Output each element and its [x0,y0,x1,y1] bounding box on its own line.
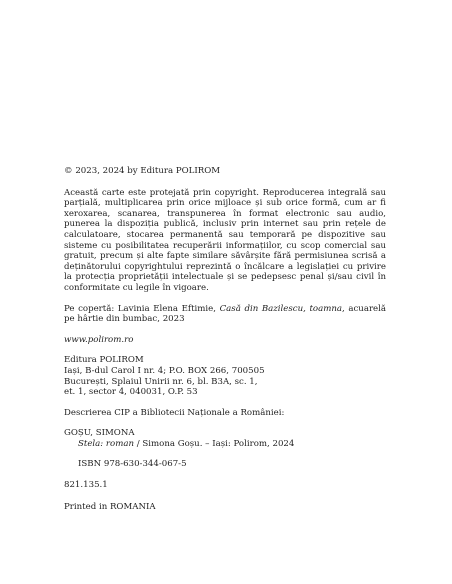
publisher-address-bucuresti-1: București, Splaiul Unirii nr. 6, bl. B3A, sc. 1, [64,376,258,387]
publisher-address-bucuresti-2: et. 1, sector 4, 040031, O.P. 53 [64,387,198,398]
publisher-address-iasi: Iași, B-dul Carol I nr. 4; P.O. BOX 266, 700505 [64,365,265,376]
copyright-page [64,166,386,512]
publisher-block [64,355,386,397]
cip-book-title: Stela: roman [78,438,135,449]
website-url[interactable]: www.polirom.ro [64,334,134,345]
cover-credit-prefix: Pe copertă: Lavinia Elena Eftimie, [64,303,220,314]
cip-author: GOȘU, SIMONA [64,428,135,439]
copyright-line: © 2023, 2024 by Editura POLIROM [64,166,221,176]
website-link[interactable] [64,335,386,346]
cip-isbn: ISBN 978-630-344-067-5 [78,459,187,470]
cip-heading: Descrierea CIP a Bibliotecii Naționale a României: [64,407,285,418]
cover-credit-suffix: , acuarelă pe hârtie din bumbac, 2023 [64,303,387,325]
cover-credit [64,304,386,325]
legal-notice: Această carte este protejată prin copyright. Reproducerea integrală sau parțială, multiplicarea prin orice mijloace și sub orice formă, cum ar fi xeroxarea, scanarea, transpunerea în format electronic sau audio, punerea la dispoziția publică, inclusiv prin internet sau prin rețele de calculatoare, stocarea permanentă sau temporară pe dispozitive sau sisteme cu posibilitatea recuperării informațiilor, cu scop comercial sau gratuit, precum și alte fapte similare săvârșite fără permisiunea scrisă a deținătorului copyrightului reprezintă o încălcare a legislației cu privire la protecția proprietății intelectuale și se pedepsesc penal și/sau civil în conformitate cu legile în vigoare. [64,187,386,293]
cip-details: / Simona Goșu. – Iași: Polirom, 2024 [134,438,295,449]
cip-classification: 821.135.1 [64,480,108,491]
printed-in: Printed in ROMANIA [64,501,156,512]
cip-entry [64,439,386,450]
publisher-name: Editura POLIROM [64,355,144,366]
cover-artwork-title: Casă din Bazilescu, toamna [219,303,343,314]
